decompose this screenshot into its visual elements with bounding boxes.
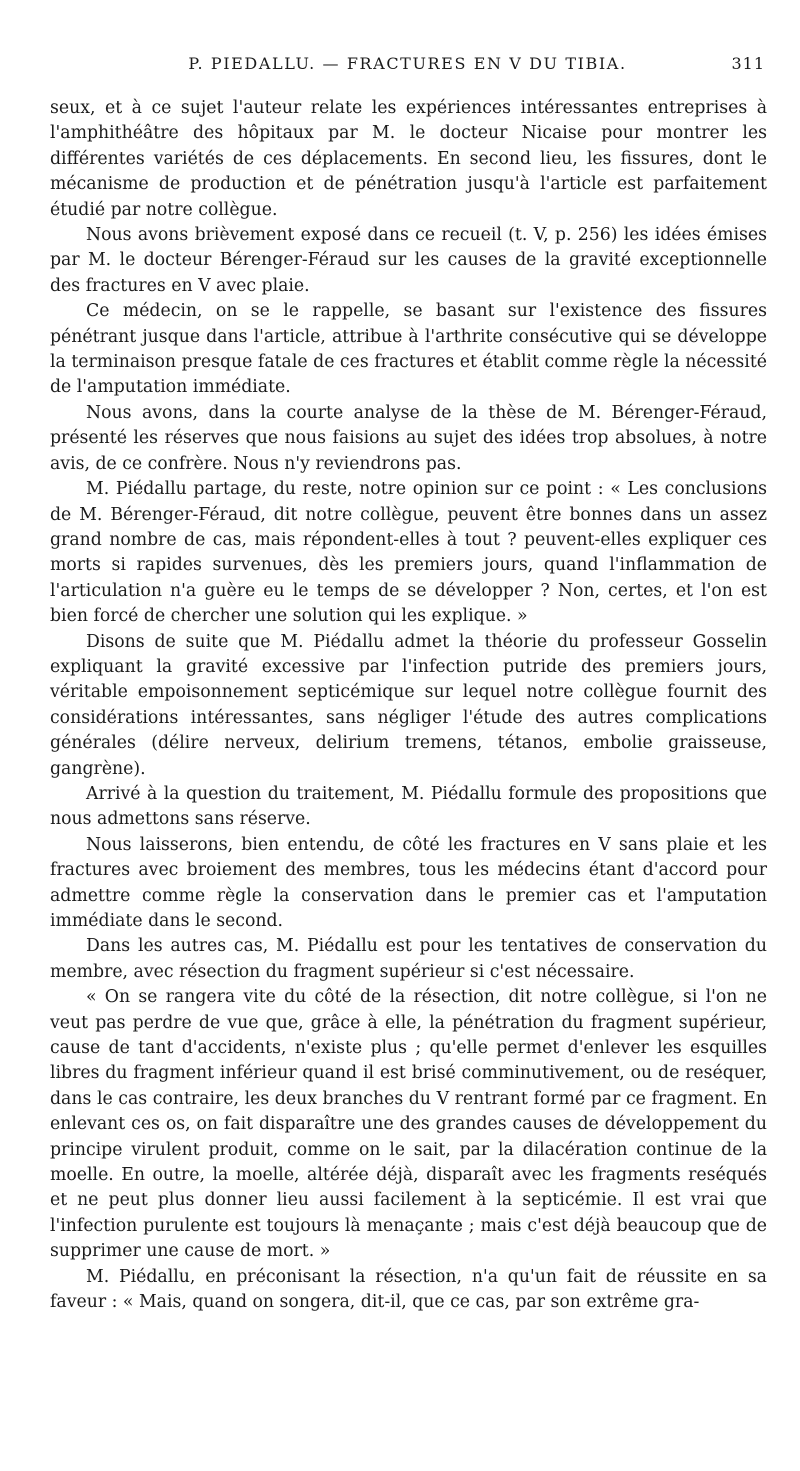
running-header (50, 54, 765, 86)
paragraph: Nous avons, dans la courte analyse de la thèse de M. Bérenger-Féraud, présenté les réserves que nous faisions au sujet des idées trop absolues, à notre avis, de ce confrère. Nous n'y reviendrons pas. (50, 402, 767, 474)
paragraph: Nous laisserons, bien entendu, de côté les fractures en V sans plaie et les fractures avec broiement des membres, tous les médecins étant d'accord pour admettre comme règle la conservation dans le premier cas et l'amputation immédiate dans le second. (50, 834, 767, 931)
paragraph: seux, et à ce sujet l'auteur relate les expériences intéressantes entreprises à l'amphithéâtre des hôpitaux par M. le docteur Nicaise pour montrer les différentes variétés de ces déplacements. En second lieu, les fissures, dont le mécanisme de production et de pénétration jusqu'à l'article est parfaitement étudié par notre collègue. (50, 98, 767, 220)
paragraph: Dans les autres cas, M. Piédallu est pour les tentatives de conservation du membre, avec résection du fragment supérieur si c'est nécessaire. (50, 936, 767, 982)
body-text (50, 96, 767, 1316)
paragraph: Ce médecin, on se le rappelle, se basant sur l'existence des fissures pénétrant jusque dans l'article, attribue à l'arthrite consécutive qui se développe la terminaison presque fatale de ces fractures et établit comme règle la nécessité de l'amputation immédiate. (50, 301, 767, 398)
paragraph: Disons de suite que M. Piédallu admet la théorie du professeur Gosselin expliquant la gravité excessive par l'infection putride des premiers jours, véritable empoisonnement septicémique sur lequel notre collègue fournit des considérations intéressantes, sans négliger l'étude des autres complications générales (délire nerveux, delirium tremens, tétanos, embolie graisseuse, gangrène). (50, 631, 767, 779)
paragraph: M. Piédallu, en préconisant la résection, n'a qu'un fait de réussite en sa faveur : « Mais, quand on songera, dit-il, que ce cas, par son extrême gra- (50, 1266, 767, 1313)
page-number: 311 (731, 54, 765, 73)
paragraph: Arrivé à la question du traitement, M. Piédallu formule des propositions que nous admettons sans réserve. (50, 783, 767, 830)
paragraph: « On se rangera vite du côté de la résection, dit notre collègue, si l'on ne veut pas perdre de vue que, grâce à elle, la pénétration du fragment supérieur, cause de tant d'accidents, n'existe plus ; qu'elle permet d'enlever les esquilles libres du fragment inférieur quand il est brisé comminutivement, ou de reséquer, dans le cas contraire, les deux branches du V rentrant formé par ce fragment. En enlevant ces os, on fait disparaître une des grandes causes de développement du principe virulent produit, comme on le sait, par la dilacération continue de la moelle. En outre, la moelle, altérée déjà, disparaît avec les fragments reséqués et ne peut plus donner lieu aussi facilement à la septicémie. Il est vrai que l'infection purulente est toujours là menaçante ; mais c'est déjà beaucoup que de supprimer une cause de mort. » (50, 987, 767, 1262)
paragraph: Nous avons brièvement exposé dans ce recueil (t. V, p. 256) les idées émises par M. le docteur Bérenger-Féraud sur les causes de la gravité exceptionnelle des fractures en V avec plaie. (50, 225, 767, 296)
running-title: P. PIEDALLU. — FRACTURES EN V DU TIBIA. (188, 54, 627, 73)
paragraph: M. Piédallu partage, du reste, notre opinion sur ce point : « Les conclusions de M. Bérenger-Féraud, dit notre collègue, peuvent être bonnes dans un assez grand nombre de cas, mais répondent-elles à tout ? peuvent-elles expliquer ces morts si rapides survenues, dès les premiers jours, quand l'inflammation de l'articulation n'a guère eu le temps de se développer ? Non, certes, et l'on est bien forcé de chercher une solution qui les explique. » (50, 479, 767, 627)
